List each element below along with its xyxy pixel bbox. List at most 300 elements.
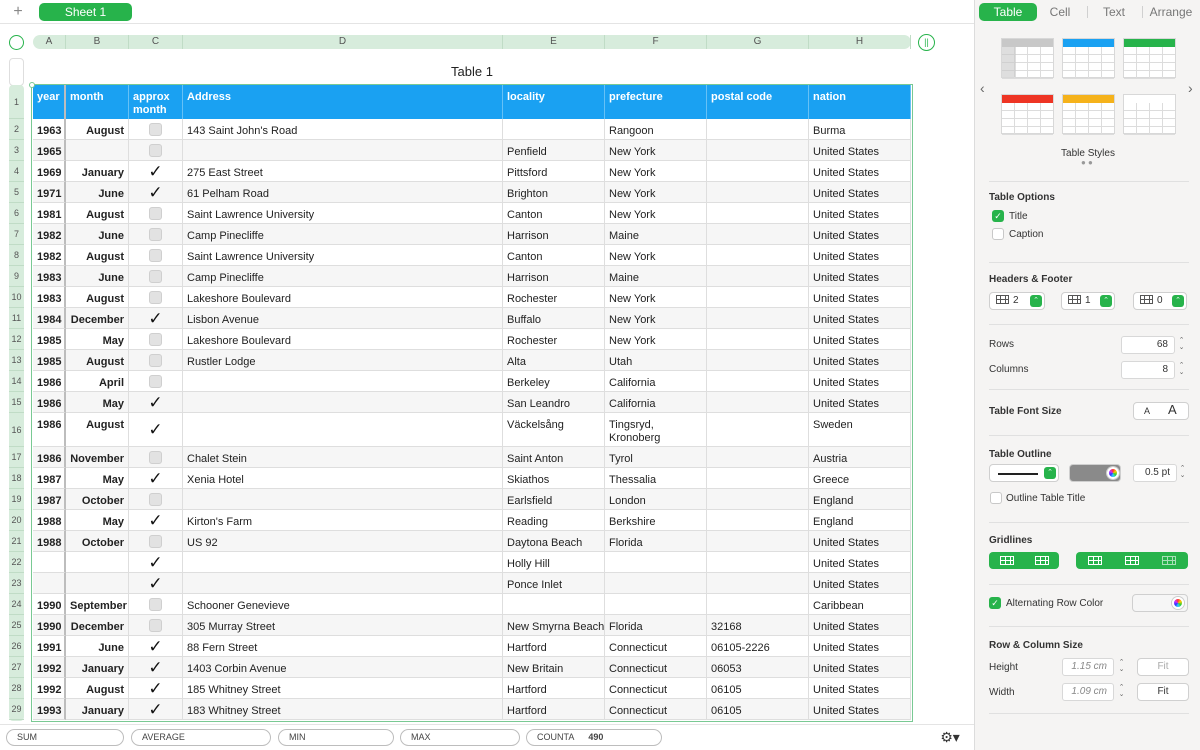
row-number[interactable]: 16	[9, 413, 24, 447]
cell-approx-month[interactable]	[129, 510, 183, 531]
cell-month[interactable]: June	[66, 266, 129, 287]
row-number[interactable]: 4	[9, 161, 24, 182]
cell-locality[interactable]: Canton	[503, 203, 605, 224]
row-handle[interactable]	[9, 58, 24, 86]
row-height-field[interactable]: 1.15 cm	[1062, 658, 1114, 676]
cell-nation[interactable]: United States	[809, 329, 911, 350]
cell-address[interactable]: Saint Lawrence University	[183, 203, 503, 224]
cell-year[interactable]: 1990	[33, 615, 66, 636]
column-width-field[interactable]: 1.09 cm	[1062, 683, 1114, 701]
cell-year[interactable]: 1963	[33, 119, 66, 140]
cell-approx-month[interactable]	[129, 413, 183, 447]
row-number[interactable]: 19	[9, 489, 24, 510]
outline-style-select[interactable]	[989, 464, 1059, 482]
cell-year[interactable]: 1985	[33, 329, 66, 350]
cell-year[interactable]: 1982	[33, 245, 66, 266]
checkmark-icon[interactable]: ✓	[148, 636, 163, 656]
outline-width-stepper[interactable]: ⌃ ⌄	[1179, 465, 1186, 479]
width-fit-button[interactable]: Fit	[1137, 683, 1189, 701]
cell-nation[interactable]: United States	[809, 552, 911, 573]
cell-approx-month[interactable]	[129, 287, 183, 308]
cell-prefecture[interactable]: New York	[605, 182, 707, 203]
cell-postal-code[interactable]	[707, 552, 809, 573]
checkmark-icon[interactable]: ✓	[148, 678, 163, 698]
cell-address[interactable]: 61 Pelham Road	[183, 182, 503, 203]
row-number[interactable]: 11	[9, 308, 24, 329]
cell-postal-code[interactable]	[707, 182, 809, 203]
cell-locality[interactable]: Alta	[503, 350, 605, 371]
cell-locality[interactable]: Hartford	[503, 636, 605, 657]
checkmark-icon[interactable]: ✓	[148, 657, 163, 677]
cell-year[interactable]: 1986	[33, 392, 66, 413]
tab-text[interactable]: Text	[1102, 5, 1125, 19]
cell-approx-month[interactable]	[129, 636, 183, 657]
cell-locality[interactable]: Earlsfield	[503, 489, 605, 510]
cell-nation[interactable]: United States	[809, 699, 911, 720]
cell-address[interactable]: 1403 Corbin Avenue	[183, 657, 503, 678]
cell-postal-code[interactable]	[707, 392, 809, 413]
cell-month[interactable]: September	[66, 594, 129, 615]
row-number[interactable]: 17	[9, 447, 24, 468]
header-cell-prefecture[interactable]: prefecture	[605, 85, 707, 119]
caption-checkbox[interactable]	[992, 228, 1004, 240]
cell-month[interactable]: August	[66, 119, 129, 140]
vertical-gridlines-icon[interactable]	[1035, 556, 1049, 565]
gear-menu-icon[interactable]: ⚙︎▾	[940, 729, 960, 745]
cell-address[interactable]: Camp Pinecliffe	[183, 224, 503, 245]
outline-color-well[interactable]	[1069, 464, 1121, 482]
cell-year[interactable]: 1993	[33, 699, 66, 720]
cell-month[interactable]: August	[66, 678, 129, 699]
sheet-tab-1[interactable]: Sheet 1	[39, 3, 132, 21]
cell-nation[interactable]: United States	[809, 203, 911, 224]
row-number[interactable]: 6	[9, 203, 24, 224]
checkmark-icon[interactable]: ✓	[148, 392, 163, 412]
cell-postal-code[interactable]	[707, 119, 809, 140]
checkmark-icon[interactable]: ✓	[148, 552, 163, 572]
cell-year[interactable]: 1985	[33, 350, 66, 371]
cell-address[interactable]: Rustler Lodge	[183, 350, 503, 371]
cell-address[interactable]: Kirton's Farm	[183, 510, 503, 531]
cell-year[interactable]: 1991	[33, 636, 66, 657]
cell-prefecture[interactable]: California	[605, 371, 707, 392]
decrease-font-button[interactable]: A	[1144, 406, 1151, 416]
column-letter-h[interactable]: H	[809, 35, 911, 49]
cell-locality[interactable]: Reading	[503, 510, 605, 531]
row-number[interactable]: 26	[9, 636, 24, 657]
cell-nation[interactable]: United States	[809, 266, 911, 287]
cell-postal-code[interactable]	[707, 594, 809, 615]
cell-month[interactable]: December	[66, 308, 129, 329]
cell-nation[interactable]: United States	[809, 287, 911, 308]
cell-prefecture[interactable]: London	[605, 489, 707, 510]
cell-approx-month[interactable]	[129, 266, 183, 287]
column-letter-a[interactable]: A	[33, 35, 66, 49]
cell-postal-code[interactable]	[707, 468, 809, 489]
column-letter-b[interactable]: B	[66, 35, 129, 49]
cell-year[interactable]: 1982	[33, 224, 66, 245]
counta-pill[interactable]	[526, 729, 662, 746]
checkmark-icon[interactable]: ✓	[148, 420, 163, 439]
cell-year[interactable]: 1992	[33, 678, 66, 699]
outline-title-checkbox[interactable]	[990, 492, 1002, 504]
cell-approx-month[interactable]	[129, 161, 183, 182]
cell-year[interactable]: 1986	[33, 371, 66, 392]
body-horizontal-gridlines-icon[interactable]	[1088, 556, 1102, 565]
cell-nation[interactable]: Austria	[809, 447, 911, 468]
cell-postal-code[interactable]	[707, 140, 809, 161]
cell-month[interactable]: November	[66, 447, 129, 468]
cell-approx-month[interactable]	[129, 245, 183, 266]
column-width-stepper[interactable]: ⌃ ⌄	[1118, 684, 1125, 698]
cell-prefecture[interactable]: Tingsryd, Kronoberg	[605, 413, 707, 447]
cell-year[interactable]: 1981	[33, 203, 66, 224]
cell-year[interactable]: 1983	[33, 266, 66, 287]
cell-address[interactable]: Lakeshore Boulevard	[183, 329, 503, 350]
cell-month[interactable]	[66, 140, 129, 161]
checkmark-icon[interactable]: ✓	[148, 510, 163, 530]
cell-nation[interactable]: United States	[809, 615, 911, 636]
cell-postal-code[interactable]	[707, 350, 809, 371]
checkmark-icon[interactable]: ✓	[148, 161, 163, 181]
cell-locality[interactable]: Rochester	[503, 329, 605, 350]
cell-address[interactable]	[183, 413, 503, 447]
cell-address[interactable]: 143 Saint John's Road	[183, 119, 503, 140]
cell-month[interactable]: May	[66, 468, 129, 489]
color-wheel-icon[interactable]	[1107, 467, 1119, 479]
cell-prefecture[interactable]: Connecticut	[605, 657, 707, 678]
row-number[interactable]: 13	[9, 350, 24, 371]
table-move-handle[interactable]	[29, 82, 35, 88]
footer-rows-select[interactable]	[1133, 292, 1187, 310]
checkmark-icon[interactable]: ✓	[148, 182, 163, 202]
cell-prefecture[interactable]: New York	[605, 287, 707, 308]
cell-year[interactable]: 1987	[33, 489, 66, 510]
cell-locality[interactable]: Väckelsång	[503, 413, 605, 447]
cell-nation[interactable]: United States	[809, 245, 911, 266]
cell-postal-code[interactable]	[707, 266, 809, 287]
row-number[interactable]: 7	[9, 224, 24, 245]
cell-approx-month[interactable]	[129, 140, 183, 161]
cell-locality[interactable]: Penfield	[503, 140, 605, 161]
average-pill[interactable]	[131, 729, 271, 746]
row-number[interactable]: 24	[9, 594, 24, 615]
cell-nation[interactable]: United States	[809, 224, 911, 245]
cell-postal-code[interactable]	[707, 287, 809, 308]
cell-address[interactable]: Lisbon Avenue	[183, 308, 503, 329]
cell-postal-code[interactable]	[707, 371, 809, 392]
row-number[interactable]: 27	[9, 657, 24, 678]
cell-prefecture[interactable]: Florida	[605, 615, 707, 636]
cell-locality[interactable]: Saint Anton	[503, 447, 605, 468]
column-letter-c[interactable]: C	[129, 35, 183, 49]
empty-checkbox[interactable]	[149, 451, 162, 464]
cell-locality[interactable]: Brighton	[503, 182, 605, 203]
cell-nation[interactable]: Greece	[809, 468, 911, 489]
color-wheel-icon[interactable]	[1172, 597, 1184, 609]
cell-prefecture[interactable]: New York	[605, 203, 707, 224]
cell-prefecture[interactable]: California	[605, 392, 707, 413]
row-number[interactable]: 15	[9, 392, 24, 413]
cell-locality[interactable]: San Leandro	[503, 392, 605, 413]
cell-year[interactable]: 1990	[33, 594, 66, 615]
cell-prefecture[interactable]: Maine	[605, 224, 707, 245]
cell-month[interactable]: August	[66, 350, 129, 371]
cell-prefecture[interactable]	[605, 594, 707, 615]
cell-address[interactable]	[183, 392, 503, 413]
horizontal-gridlines-icon[interactable]	[1000, 556, 1014, 565]
table-style-5[interactable]	[1062, 94, 1115, 134]
row-number[interactable]: 20	[9, 510, 24, 531]
cell-nation[interactable]: United States	[809, 636, 911, 657]
cell-prefecture[interactable]: Connecticut	[605, 699, 707, 720]
cell-postal-code[interactable]: 06105-2226	[707, 636, 809, 657]
empty-checkbox[interactable]	[149, 375, 162, 388]
cell-nation[interactable]: England	[809, 510, 911, 531]
cell-approx-month[interactable]	[129, 573, 183, 594]
cell-approx-month[interactable]	[129, 468, 183, 489]
header-cell-address[interactable]: Address	[183, 85, 503, 119]
cell-postal-code[interactable]: 32168	[707, 615, 809, 636]
cell-year[interactable]: 1965	[33, 140, 66, 161]
cell-month[interactable]: January	[66, 657, 129, 678]
cell-month[interactable]: May	[66, 392, 129, 413]
cell-month[interactable]	[66, 573, 129, 594]
column-letter-f[interactable]: F	[605, 35, 707, 49]
cell-month[interactable]: June	[66, 182, 129, 203]
cell-locality[interactable]: Skiathos	[503, 468, 605, 489]
cell-locality[interactable]: Hartford	[503, 678, 605, 699]
cell-locality[interactable]	[503, 119, 605, 140]
cell-approx-month[interactable]	[129, 594, 183, 615]
cell-postal-code[interactable]: 06053	[707, 657, 809, 678]
max-pill[interactable]	[400, 729, 520, 746]
tab-cell[interactable]: Cell	[1049, 5, 1071, 19]
cell-locality[interactable]: Daytona Beach	[503, 531, 605, 552]
cell-month[interactable]: August	[66, 287, 129, 308]
header-cell-nation[interactable]: nation	[809, 85, 911, 119]
cell-year[interactable]: 1988	[33, 531, 66, 552]
cell-month[interactable]	[66, 552, 129, 573]
increase-font-button[interactable]: A	[1168, 402, 1177, 417]
cell-locality[interactable]: Canton	[503, 245, 605, 266]
checkmark-icon[interactable]: ✓	[148, 308, 163, 328]
add-column-handle[interactable]: ||	[918, 34, 935, 51]
cell-approx-month[interactable]	[129, 531, 183, 552]
checkmark-icon[interactable]: ✓	[148, 699, 163, 719]
cell-prefecture[interactable]: New York	[605, 140, 707, 161]
cell-approx-month[interactable]	[129, 224, 183, 245]
cell-locality[interactable]: Holly Hill	[503, 552, 605, 573]
select-table-handle[interactable]	[9, 35, 24, 50]
cell-month[interactable]: January	[66, 699, 129, 720]
cell-locality[interactable]: New Britain	[503, 657, 605, 678]
add-sheet-button[interactable]: +	[13, 3, 23, 20]
title-checkbox[interactable]: ✓	[992, 210, 1004, 222]
cell-approx-month[interactable]	[129, 489, 183, 510]
checkmark-icon[interactable]: ✓	[148, 573, 163, 593]
cell-approx-month[interactable]	[129, 371, 183, 392]
cell-approx-month[interactable]	[129, 552, 183, 573]
header-cols-select[interactable]	[1061, 292, 1115, 310]
column-letter-g[interactable]: G	[707, 35, 809, 49]
cell-month[interactable]: August	[66, 245, 129, 266]
row-number[interactable]: 10	[9, 287, 24, 308]
cell-approx-month[interactable]	[129, 350, 183, 371]
cell-address[interactable]: Camp Pinecliffe	[183, 266, 503, 287]
cell-prefecture[interactable]: Connecticut	[605, 678, 707, 699]
cell-nation[interactable]: United States	[809, 657, 911, 678]
cell-locality[interactable]: New Smyrna Beach	[503, 615, 605, 636]
cell-nation[interactable]: United States	[809, 678, 911, 699]
cell-month[interactable]: May	[66, 329, 129, 350]
row-number[interactable]: 25	[9, 615, 24, 636]
table-style-3[interactable]	[1123, 38, 1176, 78]
tab-arrange[interactable]: Arrange	[1149, 5, 1193, 19]
cell-postal-code[interactable]	[707, 224, 809, 245]
cell-approx-month[interactable]	[129, 308, 183, 329]
header-cell-year[interactable]: year	[33, 85, 66, 119]
sum-pill[interactable]	[6, 729, 124, 746]
body-vertical-gridlines-icon[interactable]	[1125, 556, 1139, 565]
column-letter-e[interactable]: E	[503, 35, 605, 49]
cell-prefecture[interactable]: New York	[605, 329, 707, 350]
cell-approx-month[interactable]	[129, 447, 183, 468]
cell-address[interactable]: 183 Whitney Street	[183, 699, 503, 720]
cell-locality[interactable]: Rochester	[503, 287, 605, 308]
columns-stepper[interactable]: ⌃ ⌄	[1178, 362, 1185, 376]
row-number[interactable]: 28	[9, 678, 24, 699]
height-fit-button[interactable]: Fit	[1137, 658, 1189, 676]
header-cell-locality[interactable]: locality	[503, 85, 605, 119]
row-number[interactable]: 8	[9, 245, 24, 266]
row-number[interactable]: 5	[9, 182, 24, 203]
row-number[interactable]: 21	[9, 531, 24, 552]
cell-year[interactable]: 1986	[33, 413, 66, 447]
cell-prefecture[interactable]: Tyrol	[605, 447, 707, 468]
tab-table[interactable]: Table	[979, 3, 1037, 21]
cell-year[interactable]: 1983	[33, 287, 66, 308]
cell-month[interactable]: June	[66, 224, 129, 245]
cell-year[interactable]: 1988	[33, 510, 66, 531]
cell-nation[interactable]: United States	[809, 161, 911, 182]
cell-month[interactable]: December	[66, 615, 129, 636]
cell-locality[interactable]: Hartford	[503, 699, 605, 720]
cell-nation[interactable]: United States	[809, 573, 911, 594]
cell-nation[interactable]: United States	[809, 392, 911, 413]
table-style-4[interactable]	[1001, 94, 1054, 134]
cell-nation[interactable]: Caribbean	[809, 594, 911, 615]
empty-checkbox[interactable]	[149, 270, 162, 283]
cell-approx-month[interactable]	[129, 329, 183, 350]
cell-nation[interactable]: United States	[809, 350, 911, 371]
cell-address[interactable]	[183, 140, 503, 161]
cell-address[interactable]	[183, 573, 503, 594]
cell-prefecture[interactable]	[605, 573, 707, 594]
empty-checkbox[interactable]	[149, 333, 162, 346]
cell-year[interactable]	[33, 573, 66, 594]
empty-checkbox[interactable]	[149, 228, 162, 241]
rows-stepper[interactable]: ⌃ ⌄	[1178, 337, 1185, 351]
page-dots[interactable]: ● ●	[1081, 158, 1093, 167]
row-number[interactable]: 18	[9, 468, 24, 489]
cell-approx-month[interactable]	[129, 699, 183, 720]
cell-month[interactable]: April	[66, 371, 129, 392]
cell-prefecture[interactable]: Berkshire	[605, 510, 707, 531]
cell-approx-month[interactable]	[129, 678, 183, 699]
cell-address[interactable]: 275 East Street	[183, 161, 503, 182]
cell-address[interactable]: Xenia Hotel	[183, 468, 503, 489]
cell-year[interactable]: 1969	[33, 161, 66, 182]
footer-gridlines-icon[interactable]	[1162, 556, 1176, 565]
column-letter-d[interactable]: D	[183, 35, 503, 49]
cell-approx-month[interactable]	[129, 182, 183, 203]
cell-postal-code[interactable]	[707, 489, 809, 510]
cell-month[interactable]: June	[66, 636, 129, 657]
cell-prefecture[interactable]: Rangoon	[605, 119, 707, 140]
cell-address[interactable]: Chalet Stein	[183, 447, 503, 468]
cell-prefecture[interactable]: New York	[605, 245, 707, 266]
cell-locality[interactable]: Harrison	[503, 224, 605, 245]
cell-nation[interactable]: United States	[809, 308, 911, 329]
min-pill[interactable]	[278, 729, 394, 746]
cell-address[interactable]	[183, 552, 503, 573]
cell-locality[interactable]: Buffalo	[503, 308, 605, 329]
table-title[interactable]: Table 1	[451, 64, 493, 79]
cell-postal-code[interactable]	[707, 573, 809, 594]
row-number[interactable]: 22	[9, 552, 24, 573]
cell-approx-month[interactable]	[129, 392, 183, 413]
cell-postal-code[interactable]	[707, 161, 809, 182]
table-style-1[interactable]	[1001, 38, 1054, 78]
checkmark-icon[interactable]: ✓	[148, 468, 163, 488]
empty-checkbox[interactable]	[149, 354, 162, 367]
cell-locality[interactable]: Pittsford	[503, 161, 605, 182]
cell-month[interactable]: October	[66, 489, 129, 510]
cell-nation[interactable]: United States	[809, 140, 911, 161]
cell-year[interactable]	[33, 552, 66, 573]
row-number[interactable]: 14	[9, 371, 24, 392]
cell-locality[interactable]: Ponce Inlet	[503, 573, 605, 594]
empty-checkbox[interactable]	[149, 207, 162, 220]
cell-address[interactable]: Lakeshore Boulevard	[183, 287, 503, 308]
cell-month[interactable]: October	[66, 531, 129, 552]
cell-address[interactable]: 305 Murray Street	[183, 615, 503, 636]
cell-prefecture[interactable]: New York	[605, 161, 707, 182]
empty-checkbox[interactable]	[149, 291, 162, 304]
cell-year[interactable]: 1992	[33, 657, 66, 678]
chevron-left-icon[interactable]: ‹	[980, 80, 985, 96]
header-cell-month[interactable]: month	[66, 85, 129, 119]
cell-postal-code[interactable]	[707, 531, 809, 552]
cell-prefecture[interactable]: Utah	[605, 350, 707, 371]
empty-checkbox[interactable]	[149, 493, 162, 506]
row-number[interactable]: 2	[9, 119, 24, 140]
cell-month[interactable]: August	[66, 413, 129, 447]
cell-postal-code[interactable]	[707, 329, 809, 350]
alternating-row-checkbox[interactable]: ✓	[989, 597, 1001, 609]
table-style-6[interactable]	[1123, 94, 1176, 134]
cell-nation[interactable]: Burma	[809, 119, 911, 140]
columns-field[interactable]: 8	[1121, 361, 1175, 379]
cell-month[interactable]: January	[66, 161, 129, 182]
row-height-stepper[interactable]: ⌃ ⌄	[1118, 659, 1125, 673]
header-cell-postal-code[interactable]: postal code	[707, 85, 809, 119]
empty-checkbox[interactable]	[149, 598, 162, 611]
row-number[interactable]: 29	[9, 699, 24, 720]
empty-checkbox[interactable]	[149, 144, 162, 157]
table-style-2[interactable]	[1062, 38, 1115, 78]
